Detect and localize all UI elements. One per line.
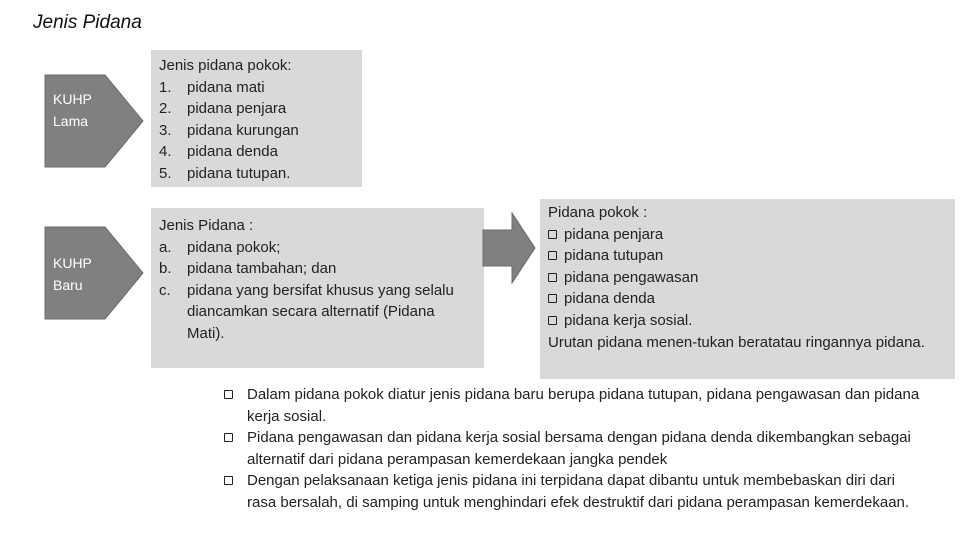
pidana-pokok-item <box>548 310 947 332</box>
note-item <box>224 470 924 513</box>
list-letter: c. <box>159 281 171 299</box>
kuhp-lama-item-text: pidana kurungan <box>187 121 299 139</box>
checkbox-bullet-icon <box>224 476 233 485</box>
pidana-pokok-item <box>548 245 947 267</box>
kuhp-baru-item-text: pidana yang bersifat khusus yang selalu diancamkan secara alternatif (Pidana Mati). <box>187 281 454 342</box>
kuhp-lama-label <box>53 88 92 132</box>
checkbox-bullet-icon <box>224 433 233 442</box>
kuhp-baru-heading: Jenis Pidana : <box>159 217 254 234</box>
list-letter: a. <box>159 238 172 256</box>
list-number: 5. <box>159 164 172 182</box>
pidana-pokok-box <box>540 199 955 379</box>
kuhp-lama-item <box>159 98 362 120</box>
note-item <box>224 427 924 470</box>
kuhp-baru-item <box>159 280 474 345</box>
pidana-pokok-item <box>548 288 947 310</box>
checkbox-bullet-icon <box>548 273 557 282</box>
kuhp-lama-heading: Jenis pidana pokok: <box>159 57 292 74</box>
list-letter: b. <box>159 260 172 278</box>
pidana-pokok-item-text: pidana denda <box>564 290 655 308</box>
pidana-pokok-item <box>548 267 947 289</box>
checkbox-bullet-icon <box>548 251 557 260</box>
kuhp-baru-box <box>151 208 484 368</box>
note-item-text: Pidana pengawasan dan pidana kerja sosial bersama dengan pidana denda dikembangkan sebagai alternatif dari pidana perampasan kemerdekaan jangka pendek <box>247 429 911 468</box>
kuhp-baru-item-text: pidana pokok; <box>187 238 281 256</box>
kuhp-baru-item <box>159 237 474 259</box>
note-item-text: Dalam pidana pokok diatur jenis pidana baru berupa pidana tutupan, pidana pengawasan dan pidana kerja sosial. <box>247 386 920 425</box>
kuhp-lama-box <box>151 50 362 187</box>
pidana-pokok-footer: Urutan pidana menen-tukan beratatau ringannya pidana. <box>548 333 925 351</box>
kuhp-lama-item-text: pidana tutupan. <box>187 164 291 182</box>
kuhp-lama-line-2: Lama <box>53 113 89 129</box>
checkbox-bullet-icon <box>548 294 557 303</box>
kuhp-lama-item-text: pidana penjara <box>187 100 287 118</box>
kuhp-lama-item <box>159 163 362 185</box>
checkbox-bullet-icon <box>548 230 557 239</box>
pidana-pokok-item-text: pidana penjara <box>564 225 664 243</box>
note-item <box>224 384 924 427</box>
pidana-pokok-heading: Pidana pokok : <box>548 204 648 221</box>
pidana-pokok-item-text: pidana kerja sosial. <box>564 311 693 329</box>
list-number: 1. <box>159 78 172 96</box>
list-number: 4. <box>159 143 172 161</box>
slide-title: Jenis Pidana <box>33 12 142 33</box>
middle-arrow <box>482 212 536 284</box>
checkbox-bullet-icon <box>224 390 233 399</box>
kuhp-lama-item-text: pidana denda <box>187 143 278 161</box>
checkbox-bullet-icon <box>548 316 557 325</box>
list-number: 2. <box>159 100 172 118</box>
note-bullet <box>224 470 247 513</box>
pidana-pokok-item-text: pidana tutupan <box>564 247 664 265</box>
kuhp-baru-line-2: Baru <box>53 277 83 293</box>
kuhp-baru-item-text: pidana tambahan; dan <box>187 260 337 278</box>
kuhp-lama-item-text: pidana mati <box>187 78 265 96</box>
kuhp-baru-line-1: KUHP <box>53 255 92 271</box>
kuhp-baru-item <box>159 258 474 280</box>
pidana-pokok-item <box>548 224 947 246</box>
note-bullet <box>224 427 247 470</box>
kuhp-lama-item <box>159 141 362 163</box>
kuhp-baru-label <box>53 252 92 296</box>
pidana-pokok-item-text: pidana pengawasan <box>564 268 699 286</box>
kuhp-lama-line-1: KUHP <box>53 91 92 107</box>
note-bullet <box>224 384 247 427</box>
note-item-text: Dengan pelaksanaan ketiga jenis pidana ini terpidana dapat dibantu untuk membebaskan diri dari rasa bersalah, di samping untuk menghindari efek destruktif dari pidana perampasan kemerdekaan. <box>247 472 910 511</box>
kuhp-lama-item <box>159 120 362 142</box>
list-number: 3. <box>159 121 172 139</box>
notes-list <box>224 384 924 514</box>
kuhp-lama-item <box>159 77 362 99</box>
